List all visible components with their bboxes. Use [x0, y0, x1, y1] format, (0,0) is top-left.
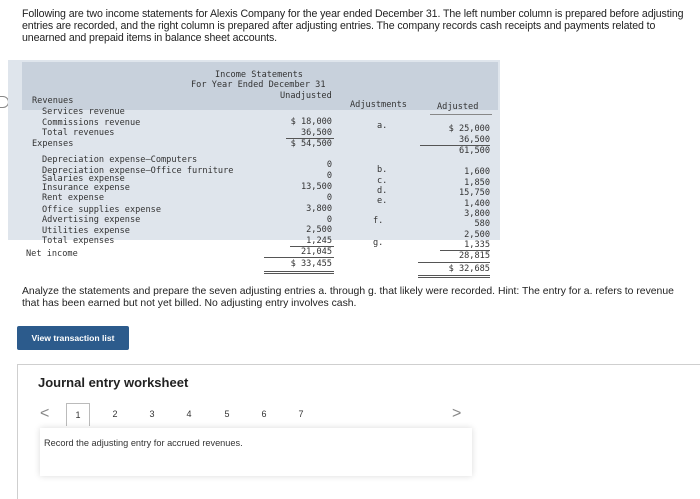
page-1[interactable]: 1	[66, 403, 90, 426]
double-underline	[418, 275, 490, 276]
adj-letter-e: e.	[377, 196, 388, 206]
unadj-total-rev: $ 54,500	[290, 139, 332, 149]
view-transaction-list-button[interactable]: View transaction list	[17, 326, 129, 350]
utilities-label: Utilities expense	[42, 226, 130, 236]
expenses-label: Expenses	[32, 139, 74, 149]
record-instruction: Record the adjusting entry for accrued revenues.	[44, 438, 243, 448]
intro-text: Following are two income statements for Alexis Company for the year ended December 31. The left number column is prepared before adjusting entries are recorded, and the right column is prepared after adjusting entries. The company records cash receipts and payments related to unearned and prepaid items in balance sheet accounts.	[22, 8, 684, 44]
underline	[418, 262, 490, 263]
unadj-rent: 3,800	[306, 204, 332, 214]
header-rule	[430, 114, 492, 115]
unadj-salaries: 13,500	[300, 182, 332, 192]
dep-furniture-label: Depreciation expense—Office furniture	[42, 166, 234, 176]
adj-letter-a: a.	[377, 121, 388, 131]
statement-period: For Year Ended December 31	[191, 80, 326, 90]
total-expenses-label: Total expenses	[42, 236, 115, 246]
adj-services: $ 25,000	[448, 124, 490, 134]
adj-salaries: 15,750	[458, 188, 490, 198]
page-2[interactable]: 2	[112, 409, 118, 419]
income-statement	[8, 60, 500, 280]
page-5[interactable]: 5	[224, 409, 230, 419]
rent-label: Rent expense	[42, 193, 105, 203]
adj-letter-g: g.	[373, 238, 384, 248]
unadj-dep-furniture: 0	[326, 171, 332, 181]
adj-utilities: 1,335	[464, 240, 490, 250]
dep-computers-label: Depreciation expense—Computers	[42, 155, 198, 165]
page-4[interactable]: 4	[186, 409, 192, 419]
analyze-instructions: Analyze the statements and prepare the seven adjusting entries a. through g. that likely were recorded. Hint: The entry for a. refers to revenue that has been earned but not yet billed. No adjusting entry involves cash.	[22, 286, 674, 309]
adj-total-exp: 28,815	[458, 251, 490, 261]
unadj-services: $ 18,000	[290, 117, 332, 127]
page-7[interactable]: 7	[298, 409, 304, 419]
unadj-utilities: 1,245	[306, 236, 332, 246]
salaries-label: Salaries expense	[42, 174, 125, 184]
statement-title: Income Statements	[215, 70, 303, 80]
instruction-card	[40, 428, 472, 476]
adj-letter-b: b.	[377, 165, 388, 175]
unadj-total-exp: 21,045	[300, 247, 332, 257]
adj-office: 580	[474, 219, 490, 229]
col-unadjusted-header: Unadjusted	[280, 91, 332, 101]
adj-rent: 3,800	[464, 209, 490, 219]
prev-arrow-icon[interactable]: <	[40, 405, 50, 422]
adj-letter-f: f.	[373, 216, 384, 226]
insurance-label: Insurance expense	[42, 183, 130, 193]
adj-net: $ 32,685	[448, 264, 490, 274]
advertising-label: Advertising expense	[42, 215, 141, 225]
double-underline	[264, 273, 334, 274]
net-income-label: Net income	[26, 249, 78, 259]
unadj-commissions: 36,500	[300, 128, 332, 138]
adj-advertising: 2,500	[464, 230, 490, 240]
revenues-label: Revenues	[32, 96, 74, 106]
journal-entry-worksheet	[17, 364, 700, 499]
adj-commissions: 36,500	[458, 135, 490, 145]
adjustments-header: Adjustments	[350, 100, 407, 110]
page-3[interactable]: 3	[149, 409, 155, 419]
unadj-office: 0	[326, 215, 332, 225]
adjusted-header: Adjusted	[437, 102, 479, 112]
office-supplies-label: Office supplies expense	[42, 205, 161, 215]
adj-total-rev: 61,500	[458, 146, 490, 156]
unadj-net: $ 33,455	[290, 259, 332, 269]
page-6[interactable]: 6	[261, 409, 267, 419]
unadj-advertising: 2,500	[306, 225, 332, 235]
commissions-revenue-label: Commissions revenue	[42, 118, 141, 128]
worksheet-title: Journal entry worksheet	[38, 375, 189, 390]
adj-dep-computers: 1,600	[464, 167, 490, 177]
services-revenue-label: Services revenue	[42, 107, 125, 117]
underline	[264, 257, 334, 258]
adj-insurance: 1,400	[464, 199, 490, 209]
unadj-insurance: 0	[326, 193, 332, 203]
adj-letter-c: c.	[377, 176, 388, 186]
double-underline	[418, 277, 490, 278]
next-arrow-icon[interactable]: >	[452, 405, 462, 422]
adj-letter-d: d.	[377, 186, 388, 196]
adj-dep-furniture: 1,850	[464, 178, 490, 188]
total-revenues-label: Total revenues	[42, 128, 115, 138]
double-underline	[264, 271, 334, 272]
unadj-dep-computers: 0	[326, 160, 332, 170]
